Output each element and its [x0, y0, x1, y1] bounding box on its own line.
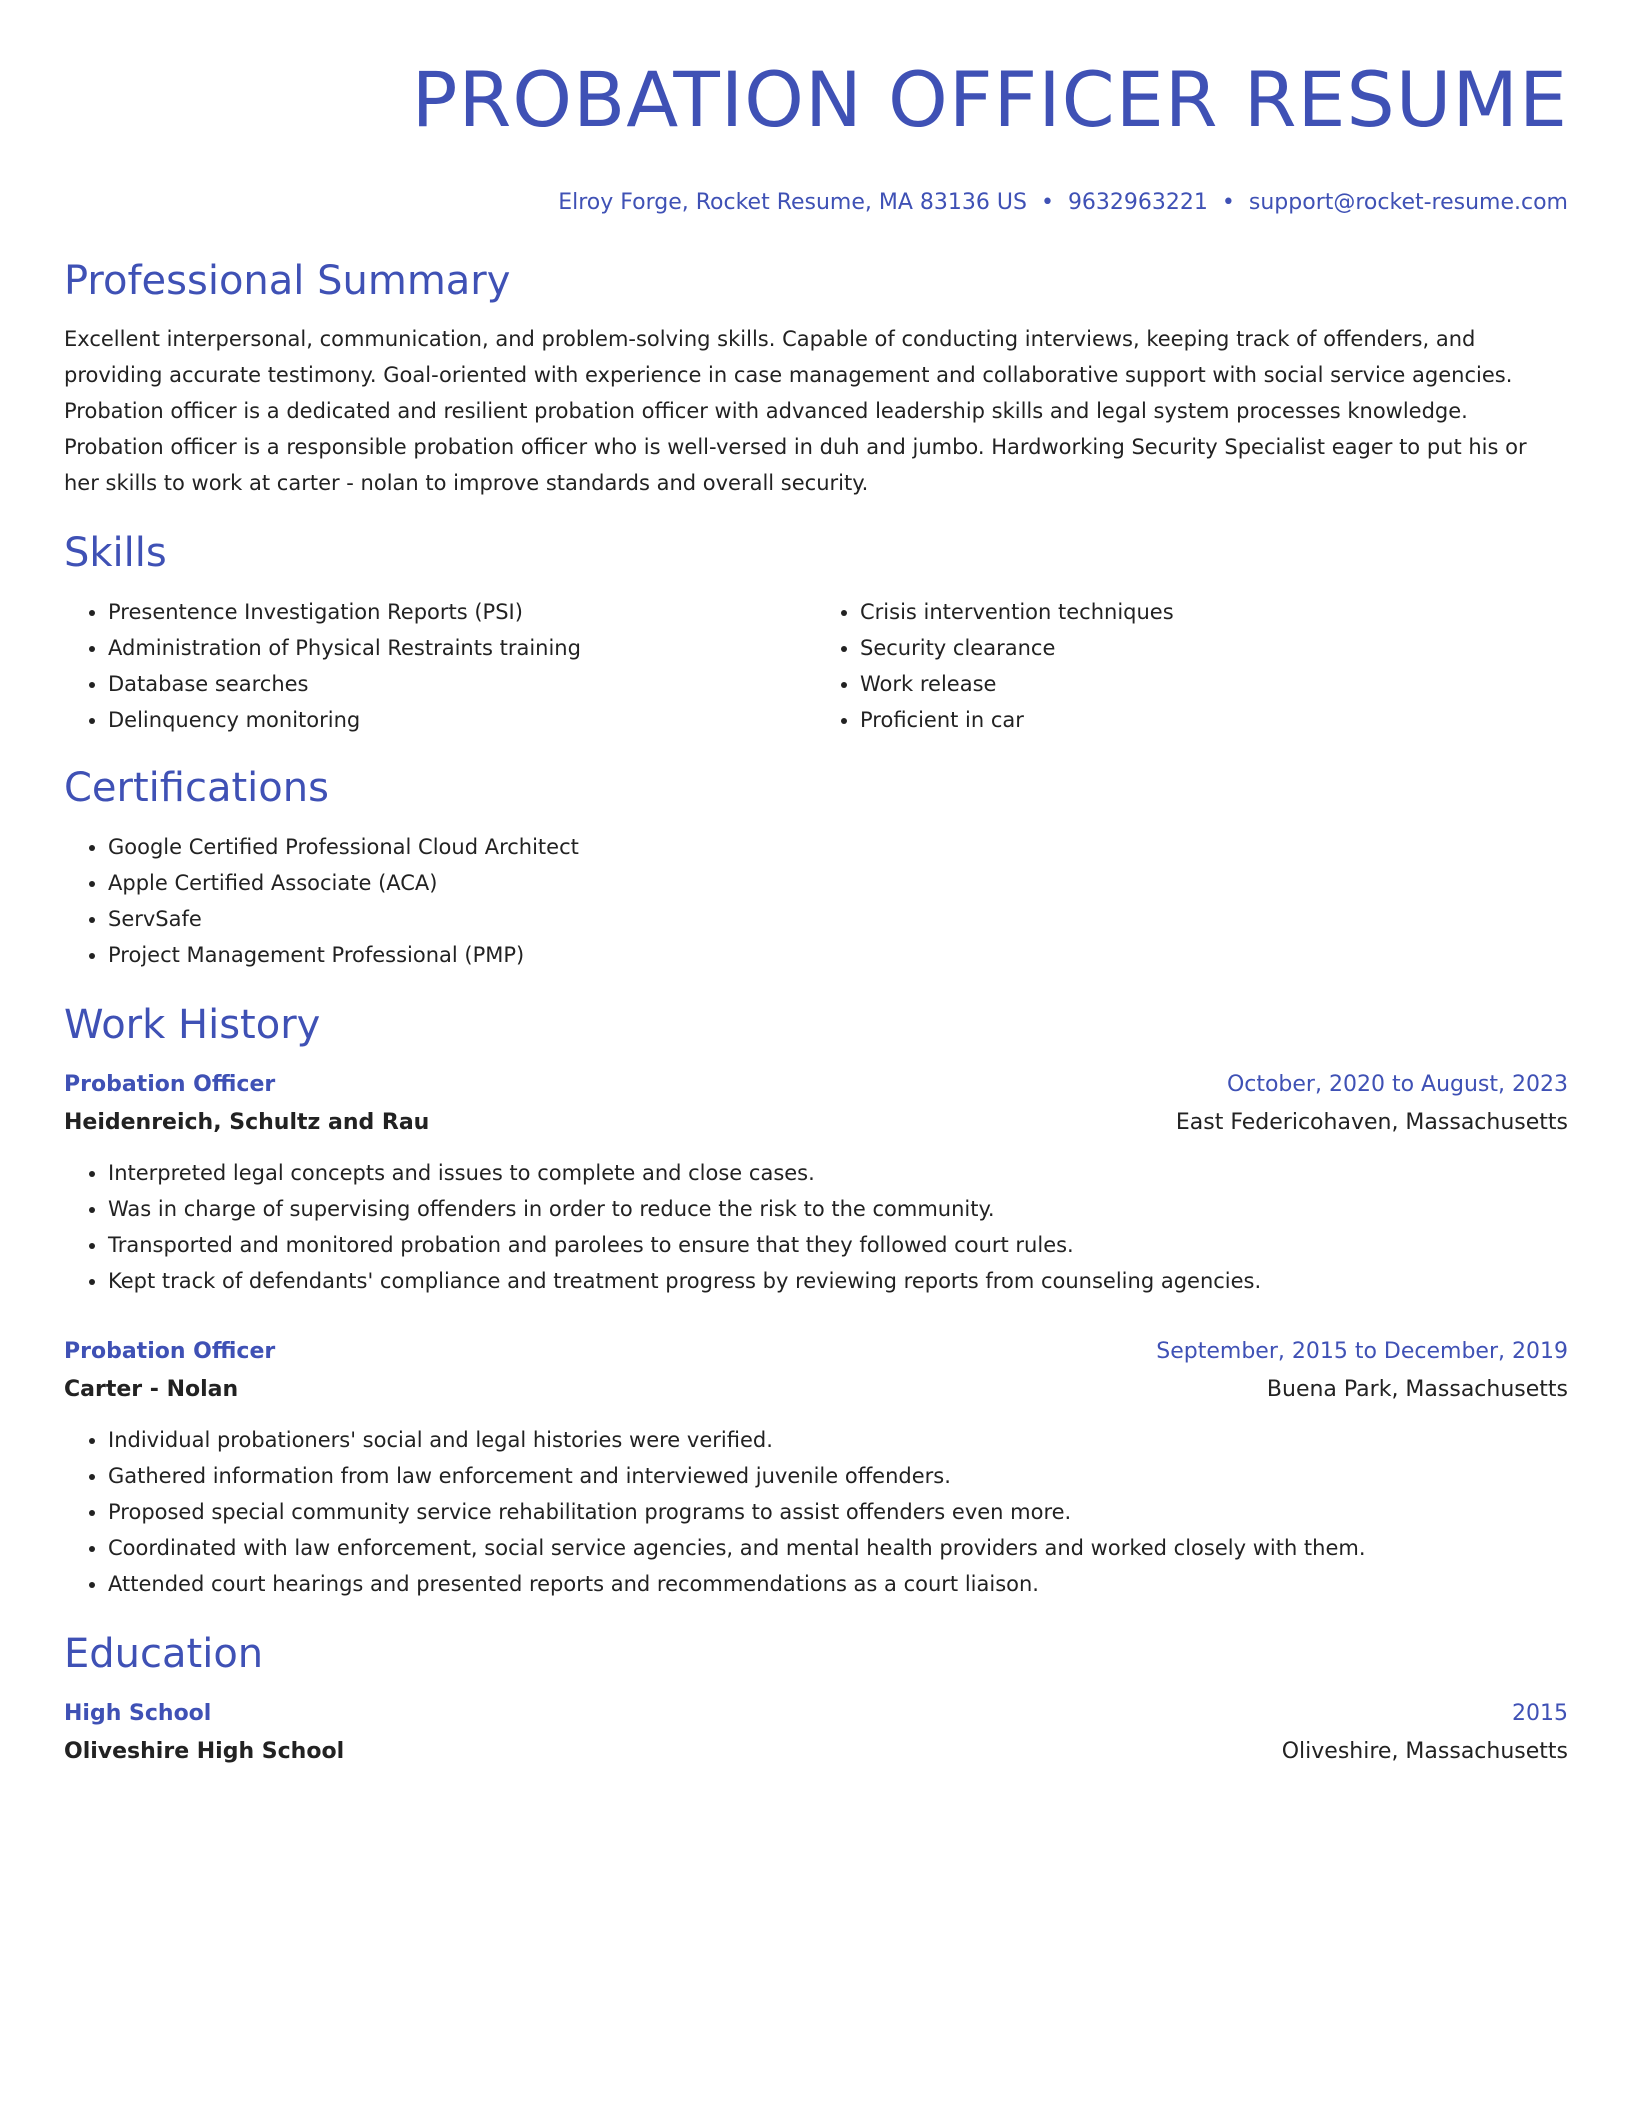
summary-text: Excellent interpersonal, communication, and problem-solving skills. Capable of conducting interviews, keeping track of offenders, and providing accurate testimony. Goal-oriented with experience in case management and collaborative support with social service agencies. Probation officer is a dedicated and resilient probation officer with advanced leadership skills and legal system processes knowledge. Probation officer is a responsible probation officer who is well-versed in duh and jumbo. Hardworking Security Specialist eager to put his or her skills to work at carter - nolan to improve standards and overall security. [64, 327, 1527, 495]
education-location: Oliveshire, Massachusetts [1281, 1739, 1568, 1764]
job-employer-row [64, 1370, 1568, 1410]
job-title: Probation Officer [64, 1072, 276, 1097]
contact-email: support@rocket-resume.com [1248, 190, 1568, 215]
contact-address: Elroy Forge, Rocket Resume, MA 83136 US [558, 190, 1027, 215]
skill-item: • Work release [860, 666, 1568, 702]
education-school: Oliveshire High School [64, 1739, 345, 1764]
certification-item: • Project Management Professional (PMP) [108, 937, 1568, 973]
job-title: Probation Officer [64, 1339, 276, 1364]
contact-separator: • [1221, 190, 1235, 215]
job-location: East Federicohaven, Massachusetts [1175, 1110, 1568, 1135]
job-bullet: • Proposed special community service rehabilitation programs to assist offenders even more. [108, 1494, 1568, 1530]
work-history-section [64, 1001, 1568, 1602]
job-bullet: • Was in charge of supervising offenders in order to reduce the risk to the community. [108, 1191, 1568, 1227]
job-bullet: • Kept track of defendants' compliance and treatment progress by reviewing reports from counseling agencies. [108, 1263, 1568, 1299]
education-year: 2015 [1512, 1701, 1568, 1726]
job-employer: Heidenreich, Schultz and Rau [64, 1110, 430, 1135]
work-history-heading: Work History [64, 1002, 321, 1048]
contact-phone: 9632963221 [1067, 190, 1208, 215]
job-bullet: • Gathered information from law enforcement and interviewed juvenile offenders. [108, 1458, 1568, 1494]
skill-item: • Security clearance [860, 630, 1568, 666]
education-heading: Education [64, 1631, 264, 1677]
certifications-heading: Certifications [64, 765, 329, 811]
education-section [64, 1630, 1568, 1772]
skills-list-right [816, 594, 1568, 738]
job-bullets [64, 1155, 1568, 1299]
certifications-list [64, 829, 1568, 973]
summary-heading: Professional Summary [64, 258, 511, 304]
contact-separator: • [1040, 190, 1054, 215]
certification-item: • ServSafe [108, 901, 1568, 937]
job-bullet: • Transported and monitored probation and parolees to ensure that they followed court rules. [108, 1227, 1568, 1263]
resume-title: PROBATION OFFICER RESUME [411, 55, 1568, 144]
skill-item: • Presentence Investigation Reports (PSI) [108, 594, 816, 630]
skill-item: • Database searches [108, 666, 816, 702]
skills-heading: Skills [64, 530, 167, 576]
job-location: Buena Park, Massachusetts [1266, 1377, 1568, 1402]
job-bullets [64, 1422, 1568, 1602]
job-entry [64, 1334, 1568, 1602]
job-dates: October, 2020 to August, 2023 [1226, 1072, 1568, 1097]
summary-section [64, 257, 1568, 501]
skills-columns [64, 594, 1568, 738]
job-bullet: • Individual probationers' social and legal histories were verified. [108, 1422, 1568, 1458]
skills-list-left [64, 594, 816, 738]
education-degree-row [64, 1696, 1568, 1732]
job-entry [64, 1067, 1568, 1299]
skill-item: • Delinquency monitoring [108, 702, 816, 738]
skill-item: • Crisis intervention techniques [860, 594, 1568, 630]
job-title-row [64, 1334, 1568, 1370]
skill-item: • Proficient in car [860, 702, 1568, 738]
education-degree: High School [64, 1701, 212, 1726]
job-employer-row [64, 1103, 1568, 1143]
education-entry [64, 1696, 1568, 1772]
job-bullet: • Interpreted legal concepts and issues to complete and close cases. [108, 1155, 1568, 1191]
job-bullet: • Coordinated with law enforcement, social service agencies, and mental health providers and worked closely with them. [108, 1530, 1568, 1566]
resume-header [64, 0, 1568, 218]
job-dates: September, 2015 to December, 2019 [1156, 1339, 1568, 1364]
education-school-row [64, 1732, 1568, 1772]
skills-section [64, 529, 1568, 738]
contact-line [64, 188, 1568, 218]
certification-item: • Apple Certified Associate (ACA) [108, 865, 1568, 901]
certifications-section [64, 764, 1568, 973]
job-employer: Carter - Nolan [64, 1377, 239, 1402]
skill-item: • Administration of Physical Restraints training [108, 630, 816, 666]
job-bullet: • Attended court hearings and presented reports and recommendations as a court liaison. [108, 1566, 1568, 1602]
job-title-row [64, 1067, 1568, 1103]
certification-item: • Google Certified Professional Cloud Architect [108, 829, 1568, 865]
